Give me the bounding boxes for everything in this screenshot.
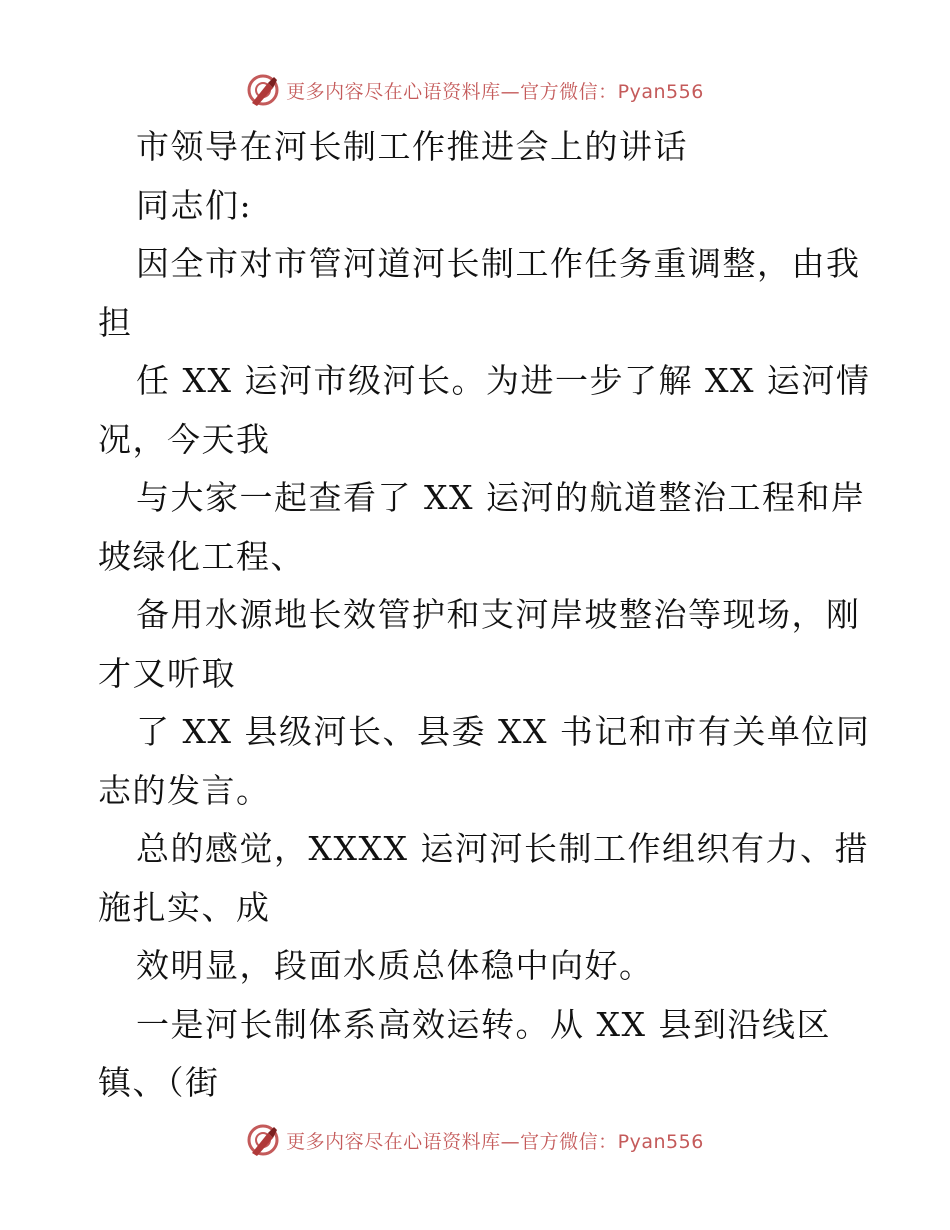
pen-logo-icon [246,1123,280,1157]
document-line: 与大家一起查看了 XX 运河的航道整治工程和岸 [136,478,866,517]
document-line: 效明显，段面水质总体稳中向好。 [136,946,654,985]
document-line: 志的发言。 [98,770,271,810]
document-line: 担 [98,302,133,342]
document-body [98,118,871,1113]
document-line: 同志们: [136,185,253,225]
document-line: 因全市对市管河道河长制工作任务重调整，由我 [136,244,861,283]
document-line: 总的感觉，XXXX 运河河长制工作组织有力、措 [136,829,869,868]
pen-logo-icon [246,73,280,107]
document-line: 坡绿化工程、 [98,536,305,576]
watermark-text: 更多内容尽在心语资料库—官方微信：Pyan556 [286,1130,704,1153]
header-watermark-banner [0,70,950,110]
watermark-text: 更多内容尽在心语资料库—官方微信：Pyan556 [286,80,704,103]
document-line: 才又听取 [98,653,236,693]
document-line: 了 XX 县级河长、县委 XX 书记和市有关单位同 [136,712,871,751]
footer-watermark-banner [0,1120,950,1160]
document-line: 市领导在河长制工作推进会上的讲话 [136,127,688,166]
document-line: 备用水源地长效管护和支河岸坡整治等现场，刚 [136,595,861,634]
document-line: 镇、（街 [98,1063,220,1102]
document-line: 任 XX 运河市级河长。为进一步了解 XX 运河情 [136,361,871,400]
document-line: 况，今天我 [98,419,271,459]
document-line: 一是河长制体系高效运转。从 XX 县到沿线区 [136,1004,831,1044]
document-line: 施扎实、成 [98,887,271,927]
